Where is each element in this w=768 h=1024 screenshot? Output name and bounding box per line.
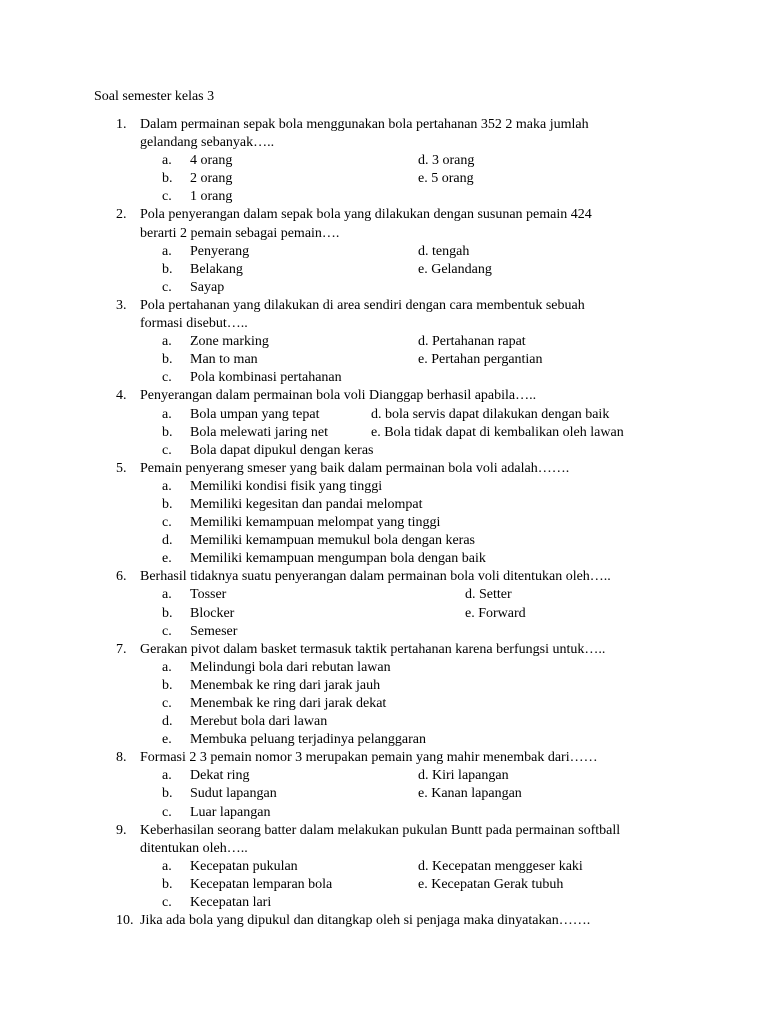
option-row xyxy=(0,279,768,297)
option-letter: b. xyxy=(162,605,173,621)
option-letter: b. xyxy=(162,876,173,892)
option-letter: a. xyxy=(162,334,172,350)
option-row xyxy=(0,496,768,514)
question-text: ditentukan oleh….. xyxy=(140,840,248,856)
question-text: Penyerangan dalam permainan bola voli Dianggap berhasil apabila….. xyxy=(140,388,537,404)
question-text: Berhasil tidaknya suatu penyerangan dalam permainan bola voli ditentukan oleh….. xyxy=(140,569,611,585)
option-row xyxy=(0,442,768,460)
option-text-right: e. Pertahan pergantian xyxy=(418,352,543,368)
question-text: formasi disebut….. xyxy=(140,316,248,332)
question-line xyxy=(0,912,768,930)
option-text: Kecepatan lari xyxy=(190,895,272,911)
question-9 xyxy=(0,822,768,912)
option-row xyxy=(0,152,768,170)
option-text: Kecepatan lemparan bola xyxy=(190,876,333,892)
question-8 xyxy=(0,749,768,821)
option-text: Membuka peluang terjadinya pelanggaran xyxy=(190,732,426,748)
question-line xyxy=(0,387,768,405)
option-row xyxy=(0,406,768,424)
question-line xyxy=(0,297,768,315)
question-text: berarti 2 pemain sebagai pemain…. xyxy=(140,225,340,241)
page-title: Soal semester kelas 3 xyxy=(94,89,215,104)
option-letter: a. xyxy=(162,858,172,874)
question-line xyxy=(0,206,768,224)
option-row xyxy=(0,478,768,496)
option-text: Tosser xyxy=(190,587,227,603)
option-text-right: d. Pertahanan rapat xyxy=(418,334,526,350)
option-letter: c. xyxy=(162,696,172,711)
question-7 xyxy=(0,641,768,750)
option-row xyxy=(0,261,768,279)
option-row xyxy=(0,333,768,351)
question-text: Jika ada bola yang dipukul dan ditangkap oleh si penjaga maka dinyatakan……. xyxy=(140,913,591,929)
question-line xyxy=(0,840,768,858)
option-text: Merebut bola dari lawan xyxy=(190,714,328,730)
question-1 xyxy=(0,116,768,206)
option-row xyxy=(0,605,768,623)
option-row xyxy=(0,188,768,206)
question-line xyxy=(0,568,768,586)
option-text: 2 orang xyxy=(190,171,233,187)
question-line xyxy=(0,641,768,659)
option-row xyxy=(0,659,768,677)
question-number: 10. xyxy=(116,913,134,929)
option-text: Kecepatan pukulan xyxy=(190,858,298,874)
option-text: Blocker xyxy=(190,605,235,621)
option-text: Zone marking xyxy=(190,334,269,350)
question-number: 5. xyxy=(116,460,127,476)
question-number: 9. xyxy=(116,822,127,838)
option-letter: c. xyxy=(162,515,172,531)
question-text: Dalam permainan sepak bola menggunakan bola pertahanan 352 2 maka jumlah xyxy=(140,117,589,132)
question-line xyxy=(0,749,768,767)
option-text: Menembak ke ring dari jarak dekat xyxy=(190,696,387,711)
question-10 xyxy=(0,912,768,930)
option-letter: b. xyxy=(162,496,173,512)
option-letter: e. xyxy=(162,732,172,748)
option-row xyxy=(0,623,768,641)
option-row xyxy=(0,713,768,731)
option-text: Melindungi bola dari rebutan lawan xyxy=(190,659,391,675)
option-row xyxy=(0,731,768,749)
question-5 xyxy=(0,460,768,569)
option-letter: a. xyxy=(162,587,172,603)
option-text-right: e. Gelandang xyxy=(418,261,492,277)
option-text: 1 orang xyxy=(190,189,233,205)
option-letter: a. xyxy=(162,153,172,169)
option-text-right: e. Bola tidak dapat di kembalikan oleh lawan xyxy=(371,424,624,440)
option-text-right: d. Setter xyxy=(465,587,512,603)
option-row xyxy=(0,170,768,188)
option-text: 4 orang xyxy=(190,153,233,169)
option-letter: b. xyxy=(162,677,173,693)
option-row xyxy=(0,514,768,532)
option-letter: c. xyxy=(162,189,172,205)
option-row xyxy=(0,532,768,550)
option-letter: d. xyxy=(162,533,173,549)
option-text: Bola melewati jaring net xyxy=(190,424,329,440)
option-text: Memiliki kemampuan melompat yang tinggi xyxy=(190,515,441,531)
option-row xyxy=(0,677,768,695)
option-row xyxy=(0,876,768,894)
option-letter: b. xyxy=(162,424,173,440)
question-3 xyxy=(0,297,768,387)
option-letter: c. xyxy=(162,804,172,820)
option-letter: a. xyxy=(162,243,172,259)
question-text: Gerakan pivot dalam basket termasuk taktik pertahanan karena berfungsi untuk….. xyxy=(140,641,606,657)
option-letter: a. xyxy=(162,659,172,675)
option-letter: d. xyxy=(162,714,173,730)
option-text: Man to man xyxy=(190,352,258,368)
question-text: Pola penyerangan dalam sepak bola yang dilakukan dengan susunan pemain 424 xyxy=(140,207,592,223)
question-6 xyxy=(0,568,768,640)
option-text: Memiliki kegesitan dan pandai melompat xyxy=(190,496,423,512)
option-letter: a. xyxy=(162,478,172,494)
question-number: 8. xyxy=(116,750,127,766)
option-text: Penyerang xyxy=(190,243,250,259)
option-row xyxy=(0,243,768,261)
option-row xyxy=(0,695,768,713)
question-number: 2. xyxy=(116,207,127,223)
question-text: Pola pertahanan yang dilakukan di area sendiri dengan cara membentuk sebuah xyxy=(140,297,585,313)
option-letter: a. xyxy=(162,406,172,422)
option-letter: b. xyxy=(162,261,173,277)
question-number: 4. xyxy=(116,388,127,404)
option-row xyxy=(0,424,768,442)
option-letter: c. xyxy=(162,279,172,295)
question-number: 3. xyxy=(116,297,127,313)
question-line xyxy=(0,116,768,134)
option-letter: c. xyxy=(162,442,172,458)
option-row xyxy=(0,550,768,568)
option-text: Pola kombinasi pertahanan xyxy=(190,370,342,386)
option-text-right: d. 3 orang xyxy=(418,153,475,169)
question-4 xyxy=(0,387,768,459)
option-text: Bola umpan yang tepat xyxy=(190,406,320,422)
option-text: Dekat ring xyxy=(190,768,250,784)
option-row xyxy=(0,586,768,604)
question-text: Pemain penyerang smeser yang baik dalam permainan bola voli adalah……. xyxy=(140,460,570,476)
option-text-right: d. tengah xyxy=(418,243,470,259)
option-row xyxy=(0,369,768,387)
question-text: Formasi 2 3 pemain nomor 3 merupakan pemain yang mahir menembak dari…… xyxy=(140,750,598,766)
option-letter: c. xyxy=(162,623,172,639)
option-text: Memiliki kemampuan mengumpan bola dengan baik xyxy=(190,551,486,567)
option-letter: a. xyxy=(162,768,172,784)
question-number: 7. xyxy=(116,641,127,657)
option-text-right: e. Kanan lapangan xyxy=(418,786,522,802)
question-line xyxy=(0,822,768,840)
option-text-right: e. Forward xyxy=(465,605,526,621)
option-letter: b. xyxy=(162,786,173,802)
option-letter: c. xyxy=(162,370,172,386)
option-letter: c. xyxy=(162,895,172,911)
option-row xyxy=(0,804,768,822)
question-number: 1. xyxy=(116,117,127,132)
question-number: 6. xyxy=(116,569,127,585)
option-text: Sayap xyxy=(190,279,225,295)
option-letter: b. xyxy=(162,352,173,368)
question-line xyxy=(0,460,768,478)
option-text: Luar lapangan xyxy=(190,804,271,820)
option-text: Memiliki kemampuan memukul bola dengan keras xyxy=(190,533,475,549)
option-text: Sudut lapangan xyxy=(190,786,277,802)
option-text: Semeser xyxy=(190,623,238,639)
option-letter: b. xyxy=(162,171,173,187)
option-text-right: e. Kecepatan Gerak tubuh xyxy=(418,876,564,892)
option-row xyxy=(0,351,768,369)
option-text: Menembak ke ring dari jarak jauh xyxy=(190,677,381,693)
question-list xyxy=(0,116,768,930)
question-line xyxy=(0,315,768,333)
option-row xyxy=(0,858,768,876)
option-letter: e. xyxy=(162,551,172,567)
option-text-right: d. bola servis dapat dilakukan dengan baik xyxy=(371,406,610,422)
question-line xyxy=(0,134,768,152)
option-text: Bola dapat dipukul dengan keras xyxy=(190,442,374,458)
question-text: gelandang sebanyak….. xyxy=(140,135,275,151)
question-line xyxy=(0,225,768,243)
option-row xyxy=(0,894,768,912)
question-text: Keberhasilan seorang batter dalam melakukan pukulan Buntt pada permainan softball xyxy=(140,822,621,838)
question-2 xyxy=(0,206,768,296)
option-row xyxy=(0,785,768,803)
option-text-right: d. Kecepatan menggeser kaki xyxy=(418,858,583,874)
option-row xyxy=(0,767,768,785)
option-text: Memiliki kondisi fisik yang tinggi xyxy=(190,478,383,494)
option-text-right: e. 5 orang xyxy=(418,171,474,187)
option-text-right: d. Kiri lapangan xyxy=(418,768,509,784)
option-text: Belakang xyxy=(190,261,243,277)
